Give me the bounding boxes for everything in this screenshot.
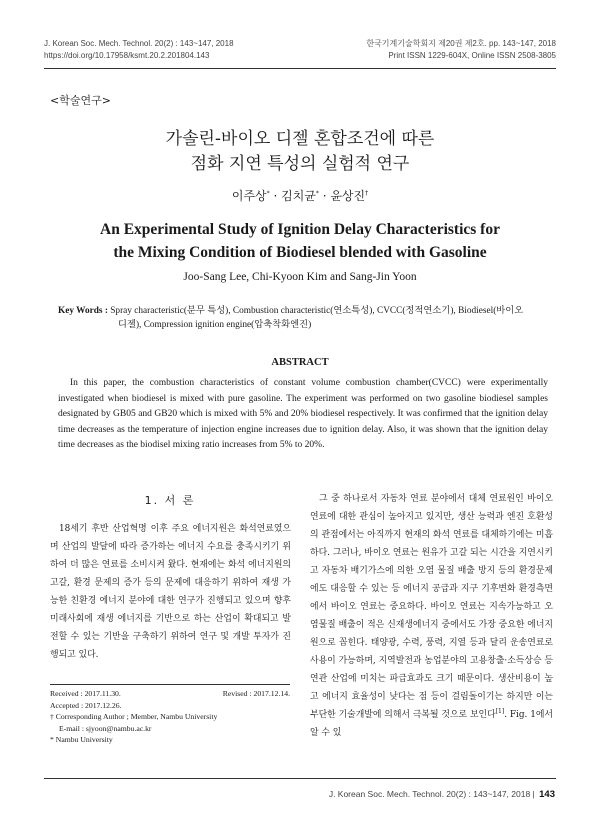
keywords-label: Key Words : xyxy=(58,306,111,316)
right-paragraph-text: 그 중 하나로서 자동차 연료 분야에서 대체 연료원인 바이오 연료에 대한 관심이 높아지고 있지만, 생산 능력과 엔진 호환성의 관점에서는 아직까지 현재의 화석 연료를 대체하기에는 미흡하다. 그러나, 바이오 연료는 원유가 고갈 되는 시간을 지연시키고 자동차 배기가스에 의한 오염 물질 배출 방지 등의 환경문제에도 대응할 수 있는 등 에너지 공급과 지구 기후변화 환경측면에서 바이오 연료는 중요하다. 바이오 연료는 지속가능하고 오염물질 배출이 적은 신재생에너지 중에서도 가장 중요한 에너지원으로 꼽힌다. 태양광, 수력, 풍력, 지열 등과 달리 운송연료로 사용이 가능하며, 지역발전과 농업분야의 고용창출·소득상승 등 연관 산업에 미치는 파급효과도 크기 때문이다. 생산비용이 높고 에너지 효율성이 낮다는 점 등이 걸림돌이기는 하지만 이는 부단한 기술개발에 의해서 극복될 것으로 보인다 xyxy=(310,494,553,720)
journal-citation: J. Korean Soc. Mech. Technol. 20(2) : 143~147, 2018 xyxy=(44,39,234,48)
received-date: Received : 2017.11.30. xyxy=(50,689,121,698)
author-separator: · xyxy=(269,189,282,203)
author-email[interactable]: E-mail : sjyoon@nambu.ac.kr xyxy=(59,723,152,733)
running-header-right xyxy=(366,38,556,62)
title-korean-line-1: 가솔린-바이오 디젤 혼합조건에 따른 xyxy=(165,129,435,149)
abstract-body: In this paper, the combustion characteristics of constant volume combustion chamber(CVCC) were experimentally investigated when biodiesel is mixed with pure gasoline. The experiment was performed on two gasoline biodiesel samples designated by GB05 and GB20 which is mixed with 5% and 20% biodiesel respectively. It was confirmed that the ignition delay time decreases as the temperature of injection engine increases due to ignition delay. Also, it was shown that the ignition delay time decreases as the biodisel mixing ratio increases from 5% to 20%. xyxy=(58,378,548,450)
title-korean-line-2: 점화 지연 특성의 실험적 연구 xyxy=(190,154,410,174)
author-separator: · xyxy=(318,189,331,203)
author-1: 이주상 xyxy=(231,189,267,203)
footnote-rule xyxy=(50,684,290,685)
title-english-line-2: the Mixing Condition of Biodiesel blended with Gasoline xyxy=(113,244,487,261)
page-footer xyxy=(329,789,555,800)
accepted-date: Accepted : 2017.12.26. xyxy=(50,700,122,710)
title-korean xyxy=(0,127,600,177)
keywords xyxy=(58,304,548,332)
author-2: 김치균 xyxy=(281,189,316,203)
footer-rule xyxy=(44,778,556,779)
authors-english: Joo-Sang Lee, Chi-Kyoon Kim and Sang-Jin Yoon xyxy=(183,271,417,283)
footer-journal: J. Korean Soc. Mech. Technol. 20(2) : 143~147, 2018 | xyxy=(328,789,535,799)
corresponding-author: † Corresponding Author ; Member, Nambu University xyxy=(50,712,218,721)
author-1-mark: * xyxy=(266,190,270,197)
title-english xyxy=(0,218,600,264)
page-number: 143 xyxy=(539,789,555,800)
author-3-mark: † xyxy=(365,190,369,197)
affiliation: * Nambu University xyxy=(50,735,113,744)
author-3: 윤상진 xyxy=(330,189,366,203)
doi-link[interactable]: https://doi.org/10.17958/ksmt.20.2.201804.143 xyxy=(44,51,210,60)
right-paragraph-tail: . Fig. 1에서 알 수 있 xyxy=(310,710,553,738)
right-column-paragraph xyxy=(310,490,553,742)
title-english-line-1: An Experimental Study of Ignition Delay Characteristics for xyxy=(100,221,500,238)
authors-korean xyxy=(0,187,600,204)
author-2-mark: * xyxy=(315,190,319,197)
abstract-heading: ABSTRACT xyxy=(271,357,329,368)
header-rule xyxy=(44,68,556,69)
running-header-left xyxy=(44,38,234,62)
revised-date: Revised : 2017.12.14. xyxy=(222,689,290,698)
issn-info: Print ISSN 1229-604X, Online ISSN 2508-3805 xyxy=(388,51,556,60)
keywords-line-1: Spray characteristic(분무 특성), Combustion characteristic(연소특성), CVCC(정적연소기), Biodiesel(바이오 xyxy=(110,306,524,316)
dates-row xyxy=(50,688,290,700)
left-column-paragraph: 18세기 후반 산업혁명 이후 주요 에너지원은 화석연료였으며 산업의 발달에 따라 증가하는 에너지 수요를 충족시키기 위하여 더 많은 연료를 소비시켜 왔다. 현재에는 화석 에너지원의 고갈, 환경 문제의 증가 등의 문제에 대응하기 위하여 재생 가능한 친환경 에너지 분야에 대한 연구가 진행되고 있으며 향후 미래사회에 재생 에너지를 기반으로 하는 산업이 확대되고 발전할 수 있는 기반을 구축하기 위하여 연구 및 개발 투자가 진행되고 있다. xyxy=(50,524,291,660)
footnote-block xyxy=(50,688,290,746)
citation-1[interactable]: [1] xyxy=(495,708,505,716)
section-1-heading: 1. 서 론 xyxy=(144,494,196,507)
keywords-line-2: 디젤), Compression ignition engine(압축착화엔진) xyxy=(118,320,312,330)
article-category: <학술연구> xyxy=(50,94,111,107)
journal-citation-korean: 한국기계기술학회지 제20권 제2호. pp. 143~147, 2018 xyxy=(366,39,556,48)
